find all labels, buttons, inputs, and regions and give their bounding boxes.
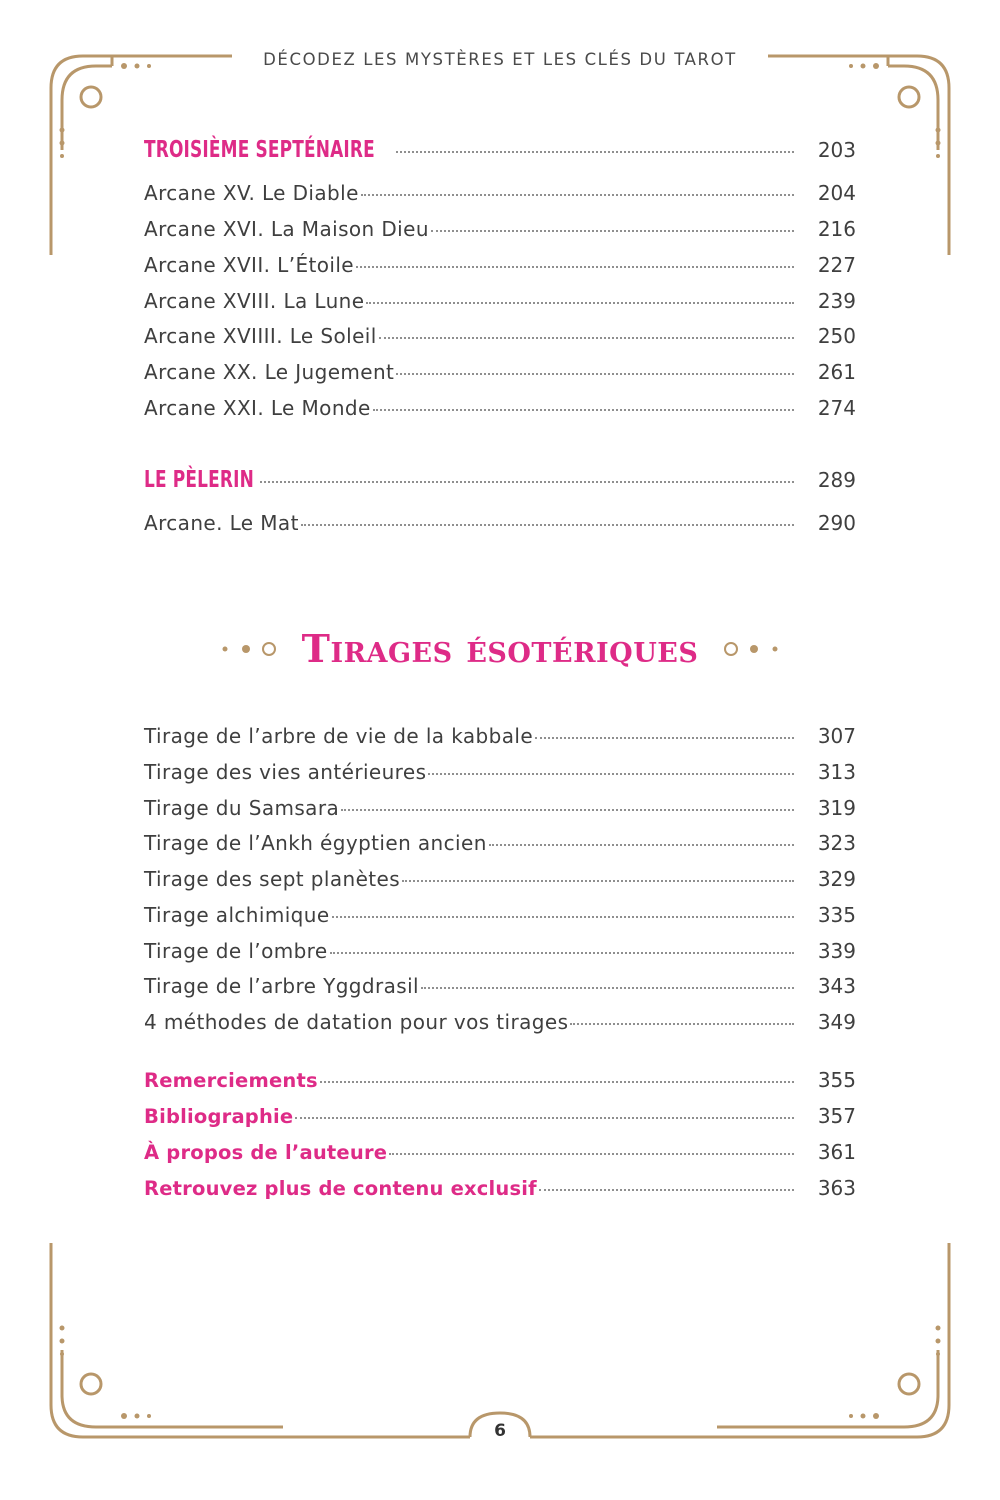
toc-entry[interactable] [144, 760, 856, 790]
toc-entry[interactable] [144, 181, 856, 211]
tirages-title: Tirages ésotériques [301, 626, 699, 671]
toc-entry-remerciements[interactable] [144, 1068, 856, 1098]
toc-entry[interactable] [144, 796, 856, 826]
entry-label: Tirage alchimique [144, 903, 330, 927]
dot-leader [330, 951, 794, 954]
dot-leader [489, 843, 794, 846]
dot-leader [366, 301, 794, 304]
dot-leader [421, 986, 794, 989]
entry-label: Tirage de l’Ankh égyptien ancien [144, 831, 487, 855]
page-ref: 227 [817, 253, 856, 277]
entry-label: À propos de l’auteure [144, 1141, 388, 1164]
toc-entry[interactable] [144, 217, 856, 247]
page-ref: 239 [817, 289, 856, 313]
dot-leader [361, 193, 794, 196]
page-number: 6 [494, 1421, 506, 1441]
toc-entry[interactable] [144, 724, 856, 754]
toc-entry[interactable] [144, 974, 856, 1004]
page-ref: 361 [817, 1140, 856, 1164]
dot-leader [428, 772, 794, 775]
entry-label: Tirage de l’arbre de vie de la kabbale [144, 724, 534, 748]
page-ref: 203 [817, 138, 856, 162]
section-title: LE PÈLERIN [144, 467, 254, 493]
toc-entry[interactable] [144, 867, 856, 897]
page-ref: 329 [817, 867, 856, 891]
page-ref: 363 [817, 1176, 856, 1200]
entry-label: Tirage de l’arbre Yggdrasil [144, 974, 419, 998]
entry-label: Tirage des sept planètes [144, 867, 401, 891]
page-ref: 355 [817, 1068, 856, 1092]
page-ref: 307 [817, 724, 856, 748]
toc-entry[interactable] [144, 324, 856, 354]
entry-label: Remerciements [144, 1069, 318, 1092]
entry-label: Bibliographie [144, 1105, 294, 1128]
toc-section-troisieme[interactable] [144, 137, 856, 167]
dot-leader [260, 480, 794, 483]
tirages-heading [0, 626, 1000, 676]
running-head: DÉCODEZ LES MYSTÈRES ET LES CLÉS DU TAROT [263, 50, 737, 69]
page-ref: 319 [817, 796, 856, 820]
toc-entry[interactable] [144, 396, 856, 426]
toc-entry[interactable] [144, 903, 856, 933]
page-ref: 349 [817, 1010, 856, 1034]
page-ref: 313 [817, 760, 856, 784]
dot-leader [301, 523, 794, 526]
entry-label: Arcane XVII. L’Étoile [144, 253, 354, 277]
page-ref: 290 [817, 511, 856, 535]
dot-leader [320, 1080, 794, 1083]
page-ref: 323 [817, 831, 856, 855]
page-ref: 339 [817, 939, 856, 963]
toc-entry[interactable] [144, 253, 856, 283]
dot-leader [379, 336, 794, 339]
dot-leader [539, 1188, 794, 1191]
entry-label: Arcane XX. Le Jugement [144, 360, 395, 384]
dot-leader [332, 915, 794, 918]
entry-label: Retrouvez plus de contenu exclusif [144, 1177, 537, 1200]
toc-entry[interactable] [144, 289, 856, 319]
entry-label: Arcane XVI. La Maison Dieu [144, 217, 429, 241]
entry-label: Arcane XVIII. La Lune [144, 289, 365, 313]
dot-leader [295, 1116, 794, 1119]
dot-leader [341, 808, 794, 811]
entry-label: Tirage des vies antérieures [144, 760, 427, 784]
toc-entry[interactable] [144, 831, 856, 861]
dot-leader [431, 229, 794, 232]
page-ref: 216 [817, 217, 856, 241]
entry-label: Tirage du Samsara [144, 796, 340, 820]
section-title: TROISIÈME SEPTÉNAIRE [144, 137, 375, 163]
entry-label: Arcane XV. Le Diable [144, 181, 359, 205]
toc-entry[interactable] [144, 360, 856, 390]
toc-section-pelerin[interactable] [144, 467, 856, 497]
page-ref: 343 [817, 974, 856, 998]
page-ref: 250 [817, 324, 856, 348]
left-ornament-icon [221, 639, 279, 659]
dot-leader [396, 372, 794, 375]
page-ref: 204 [817, 181, 856, 205]
dot-leader [373, 408, 794, 411]
dot-leader [570, 1022, 794, 1025]
page-ref: 261 [817, 360, 856, 384]
toc-entry[interactable] [144, 1010, 856, 1040]
page-ref: 357 [817, 1104, 856, 1128]
entry-label: Tirage de l’ombre [144, 939, 328, 963]
toc-entry[interactable] [144, 511, 856, 541]
entry-label: Arcane XXI. Le Monde [144, 396, 371, 420]
dot-leader [535, 736, 794, 739]
toc-entry[interactable] [144, 939, 856, 969]
page-ref: 335 [817, 903, 856, 927]
dot-leader [402, 879, 794, 882]
dot-leader [396, 150, 794, 153]
page-ref: 274 [817, 396, 856, 420]
toc-entry-contenu-exclusif[interactable] [144, 1176, 856, 1206]
right-ornament-icon [721, 639, 779, 659]
dot-leader [356, 265, 794, 268]
dot-leader [389, 1152, 794, 1155]
entry-label: Arcane XVIIII. Le Soleil [144, 324, 377, 348]
toc-entry-auteure[interactable] [144, 1140, 856, 1170]
entry-label: 4 méthodes de datation pour vos tirages [144, 1010, 569, 1034]
toc-entry-bibliographie[interactable] [144, 1104, 856, 1134]
entry-label: Arcane. Le Mat [144, 511, 299, 535]
page-ref: 289 [817, 468, 856, 492]
